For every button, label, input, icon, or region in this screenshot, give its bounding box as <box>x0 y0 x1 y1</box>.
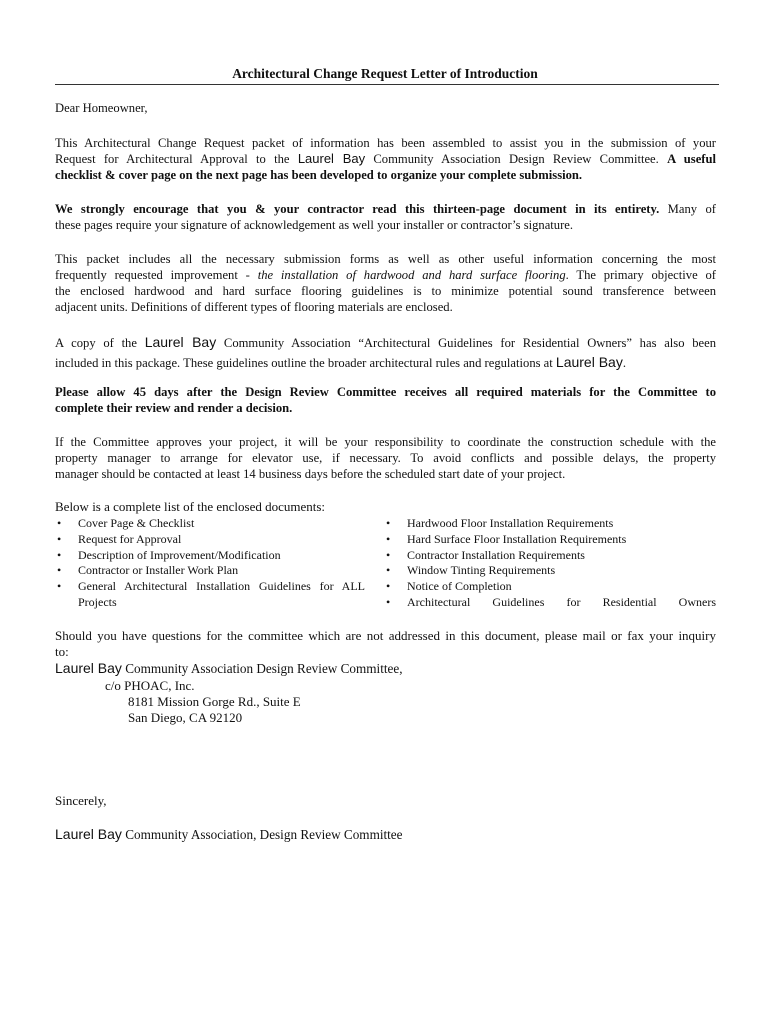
documents-list-right <box>384 516 716 611</box>
bullet-icon: • <box>386 594 391 609</box>
community-name: Laurel Bay <box>55 826 122 842</box>
guidelines-line-1 <box>55 333 716 353</box>
review-line-2: complete their review and render a decision. <box>55 401 293 415</box>
guidelines-paragraph <box>55 333 716 373</box>
list-item-label: Description of Improvement/Modification <box>78 547 281 562</box>
address-line-3: 8181 Mission Gorge Rd., Suite E <box>128 694 301 709</box>
closing: Sincerely, <box>55 793 107 808</box>
encourage-line-1 <box>55 201 716 217</box>
approval-line-3: manager should be contacted at least 14 business days before the scheduled start date of your project. <box>55 467 566 481</box>
community-name: Laurel Bay <box>144 334 217 350</box>
community-name: Laurel Bay <box>555 354 623 370</box>
intro-text: Community Association Design Review Committee. <box>365 152 668 166</box>
salutation: Dear Homeowner, <box>55 101 148 115</box>
signature-line <box>55 826 403 843</box>
intro-text: Request for Architectural Approval to the <box>55 152 298 166</box>
list-item-label: Hard Surface Floor Installation Requirements <box>407 531 627 546</box>
list-item-label: Notice of Completion <box>407 579 512 594</box>
packet-paragraph <box>55 251 716 315</box>
review-line-1: Please allow 45 days after the Design Review Committee receives all required materials for the Committee to <box>55 385 716 399</box>
address-line-2: c/o PHOAC, Inc. <box>105 678 195 693</box>
intro-line-2 <box>55 151 716 167</box>
list-item-label: Contractor Installation Requirements <box>407 547 585 562</box>
guidelines-line-2 <box>55 353 716 373</box>
packet-line-2 <box>55 267 716 283</box>
list-item-label-continued: Projects <box>78 594 117 609</box>
packet-text: frequently requested improvement - <box>55 268 258 282</box>
guidelines-text: A copy of the <box>55 336 145 350</box>
list-item <box>55 579 365 611</box>
list-item-label: Cover Page & Checklist <box>78 516 195 530</box>
bullet-icon: • <box>386 516 391 530</box>
list-item-label: Contractor or Installer Work Plan <box>78 563 239 578</box>
list-item-label: Window Tinting Requirements <box>407 563 556 578</box>
list-item <box>384 548 716 564</box>
encourage-text: Many of <box>659 202 716 216</box>
questions-line-1: Should you have questions for the committee which are not addressed in this document, please mail or fax your inquiry <box>55 628 716 643</box>
list-item <box>55 563 365 579</box>
questions-paragraph <box>55 628 716 660</box>
bullet-icon: • <box>386 547 391 562</box>
list-item <box>55 548 365 564</box>
bullet-icon: • <box>386 579 391 594</box>
bullet-icon: • <box>57 516 62 530</box>
list-item <box>55 516 365 532</box>
list-item <box>384 579 716 595</box>
guidelines-text: . <box>622 356 626 370</box>
list-item <box>384 516 716 532</box>
document-title: Architectural Change Request Letter of Introduction <box>232 66 538 81</box>
packet-line-4: adjacent units. Definitions of different types of flooring materials are enclosed. <box>55 300 453 314</box>
bullet-icon: • <box>57 579 62 594</box>
title-underline <box>55 84 719 85</box>
packet-line-1: This packet includes all the necessary submission forms as well as other useful information concerning the most <box>55 252 716 266</box>
approval-line-1: If the Committee approves your project, it will be your responsibility to coordinate the construction schedule with the <box>55 435 716 449</box>
address-line-4: San Diego, CA 92120 <box>128 710 243 725</box>
bullet-icon: • <box>386 531 391 546</box>
bullet-icon: • <box>57 531 62 546</box>
list-item-label: Hardwood Floor Installation Requirements <box>407 516 614 530</box>
list-item-label: Architectural Guidelines for Residential Owners <box>407 594 716 609</box>
list-item <box>55 532 365 548</box>
approval-line-2: property manager to arrange for elevator use, if necessary. To avoid conflicts and possible delays, the property <box>55 451 716 465</box>
list-item <box>384 532 716 548</box>
guidelines-text: included in this package. These guidelines outline the broader architectural rules and regulations at <box>55 356 556 370</box>
community-name: Laurel Bay <box>55 660 122 676</box>
intro-paragraph <box>55 135 716 183</box>
intro-line-3: checklist & cover page on the next page has been developed to organize your complete submission. <box>55 168 583 182</box>
encourage-line-2: these pages require your signature of acknowledgement as well your installer or contractor’s signature. <box>55 218 574 232</box>
encourage-bold-text: We strongly encourage that you & your contractor read this thirteen-page document in its entirety. <box>55 202 660 216</box>
packet-text: . The primary objective of <box>565 268 716 282</box>
bullet-icon: • <box>386 563 391 578</box>
signature-text: Community Association, Design Review Committee <box>121 827 403 842</box>
address-text: Community Association Design Review Committee, <box>121 661 403 676</box>
packet-line-3: the enclosed hardwood and hard surface flooring guidelines is to minimize potential sound transference between <box>55 284 716 298</box>
encourage-paragraph <box>55 201 716 233</box>
packet-italic-text: the installation of hardwood and hard surface flooring <box>257 268 566 282</box>
address-line-1 <box>55 660 403 677</box>
review-time-paragraph <box>55 384 716 416</box>
guidelines-text: Community Association “Architectural Guidelines for Residential Owners” has also been <box>216 336 716 350</box>
bullet-icon: • <box>57 563 62 578</box>
list-item <box>384 595 716 611</box>
list-item-label: General Architectural Installation Guidelines for ALL <box>78 579 365 594</box>
documents-list-left <box>55 516 365 611</box>
approval-paragraph <box>55 434 716 482</box>
list-item <box>384 563 716 579</box>
questions-line-2: to: <box>55 644 69 659</box>
list-item-label: Request for Approval <box>78 531 182 546</box>
list-intro: Below is a complete list of the enclosed documents: <box>55 499 326 514</box>
intro-bold-text: A useful <box>667 152 716 166</box>
intro-line-1: This Architectural Change Request packet of information has been assembled to assist you in the submission of your <box>55 136 716 150</box>
community-name: Laurel Bay <box>297 151 366 166</box>
bullet-icon: • <box>57 547 62 562</box>
